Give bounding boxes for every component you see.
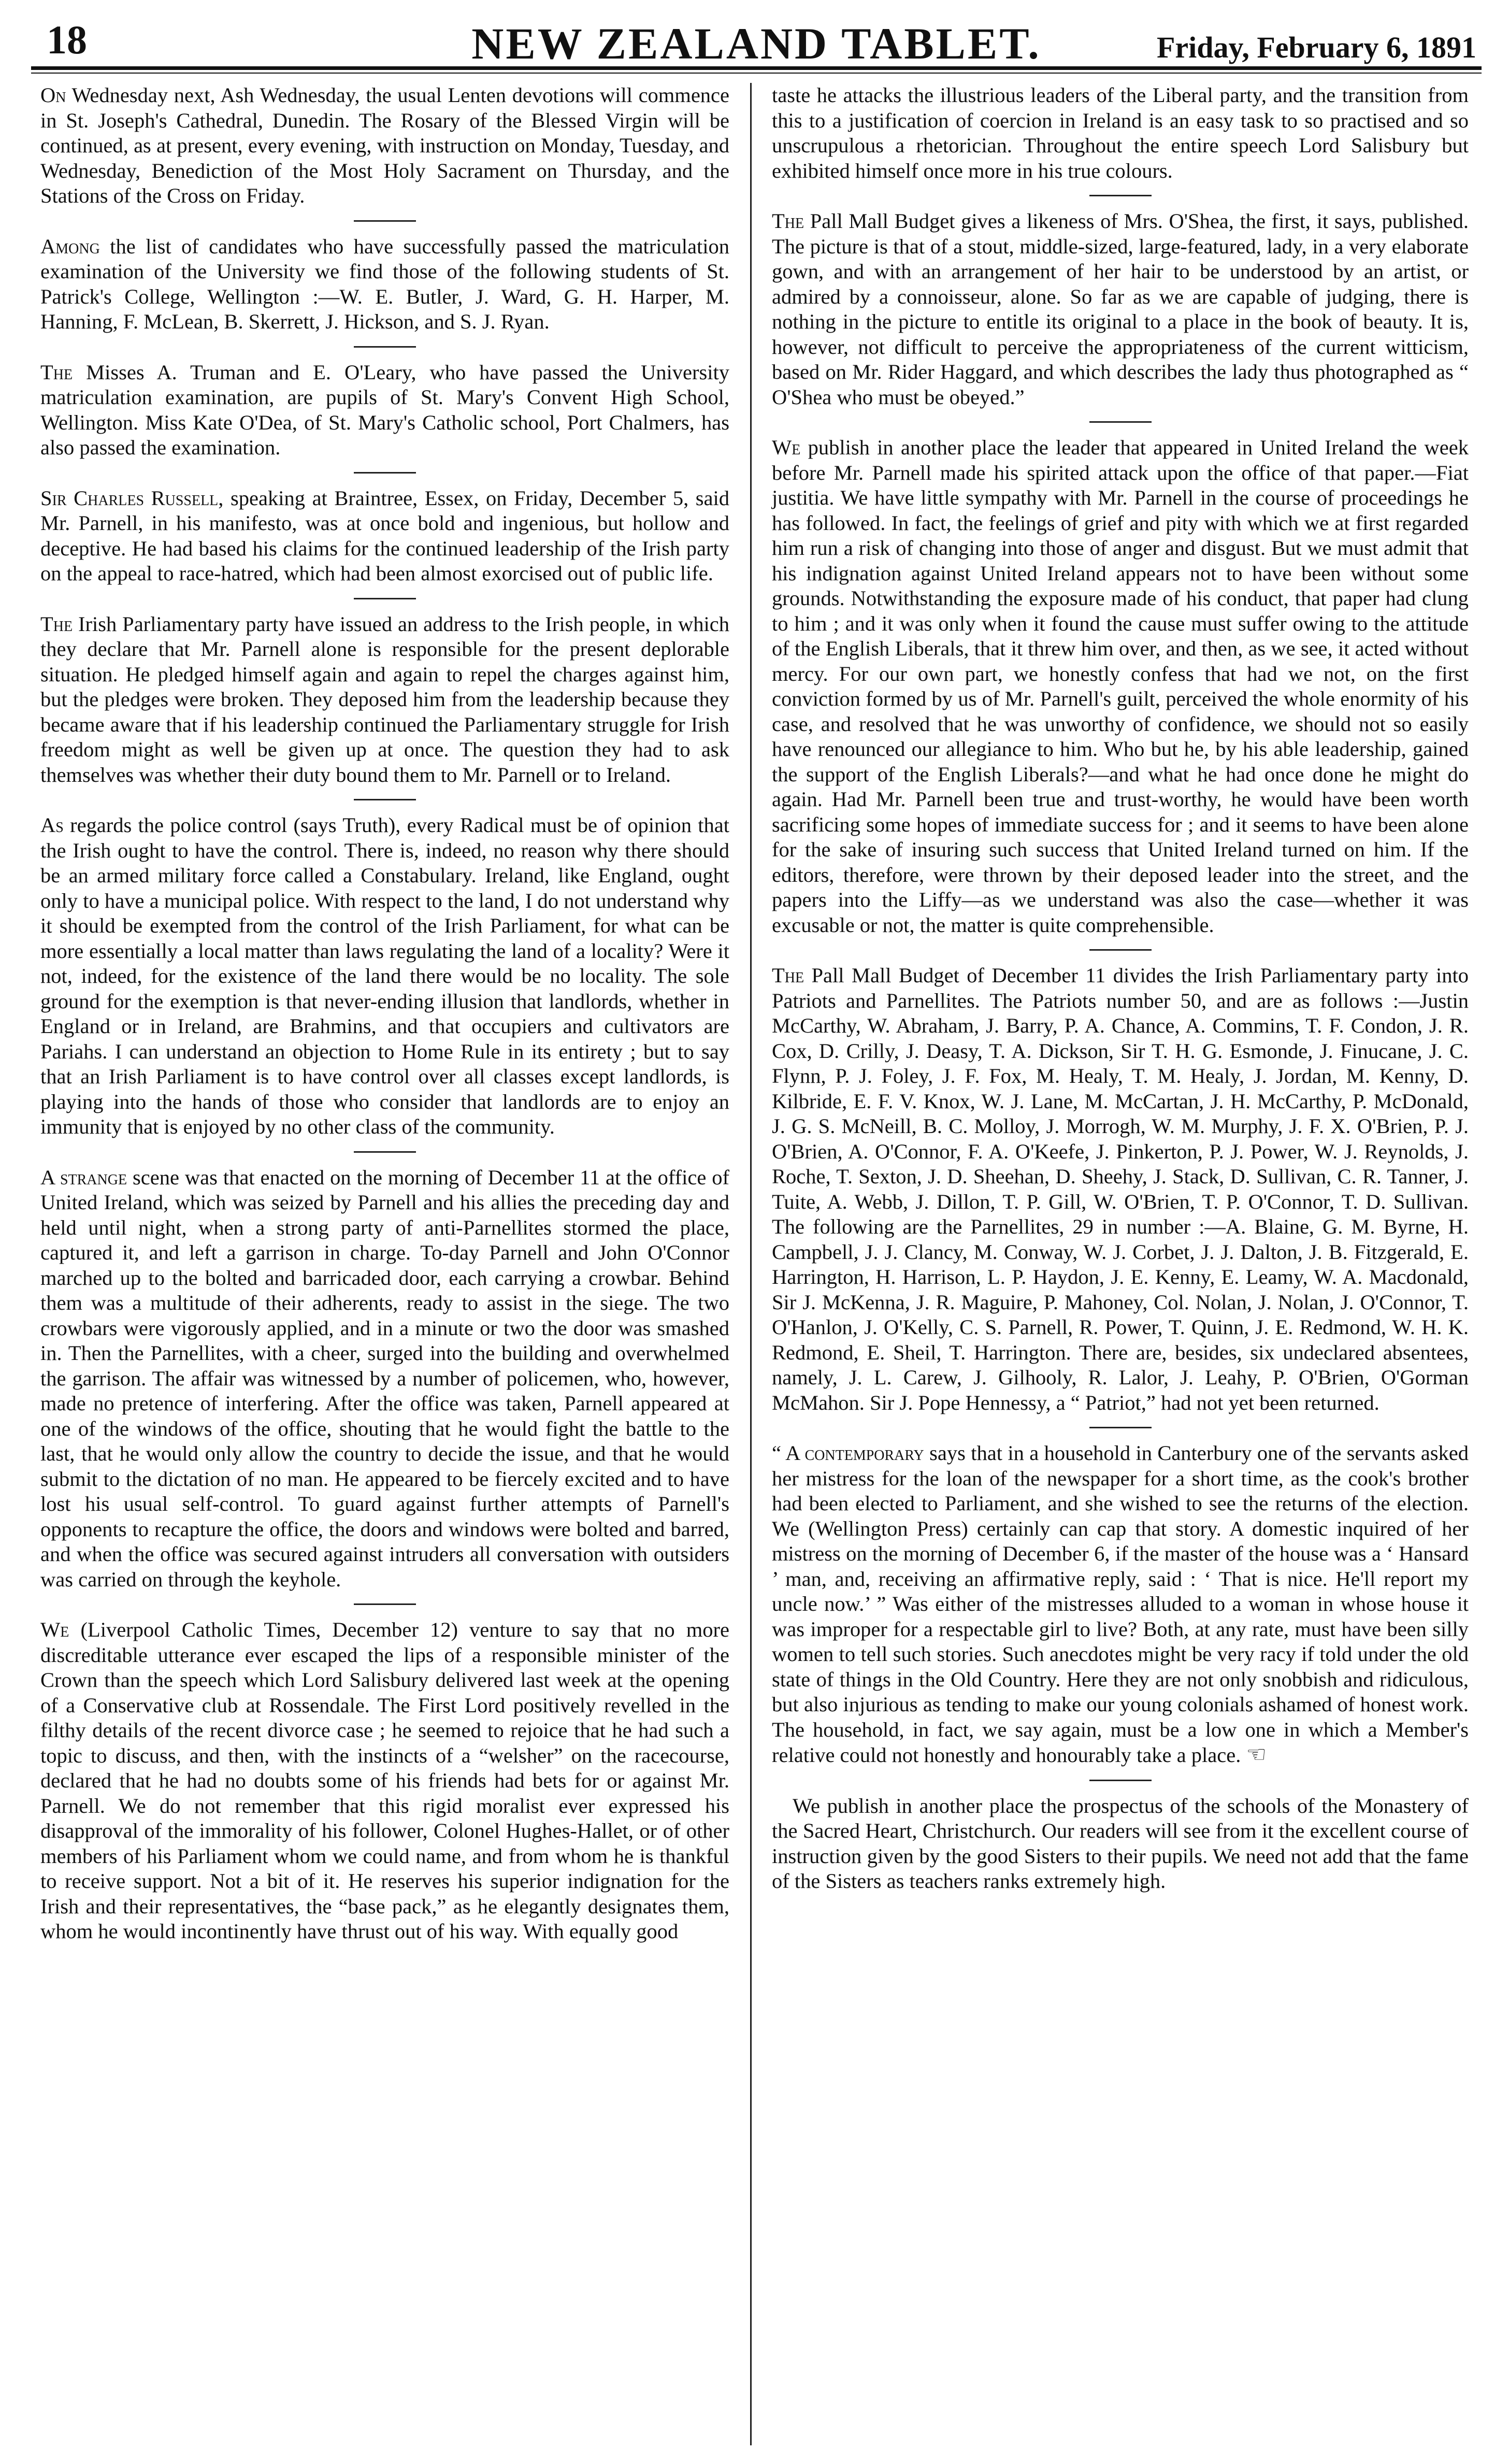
separator bbox=[354, 472, 416, 474]
paragraph bbox=[40, 234, 729, 335]
separator bbox=[1089, 421, 1152, 423]
paragraph-lead: The bbox=[772, 209, 804, 233]
masthead-title: NEW ZEALAND TABLET. bbox=[471, 19, 1041, 68]
paragraph bbox=[40, 360, 729, 461]
paragraph-text: scene was that enacted on the morning of December 11 at the office of United Ireland, which was seized by Parnell and his allies the preceding day and held until night, when a strong party of anti-Parnellites stormed the place, captured it, and left a garrison in charge. To-day Parnell and John O'Connor marched up to the bolted and barricaded door, each carrying a crowbar. Behind them was a multitude of their adherents, ready to assist in the siege. The two crowbars were vigorously applied, and in a minute or two the door was smashed in. Then the Parnellites, with a cheer, surged into the building and overwhelmed the garrison. The affair was witnessed by a number of policemen, who, however, made no pretence of interfering. After the office was taken, Parnell appeared at one of the windows of the office, shouting that he would fight the battle to the last, that he would only allow the country to decide the issue, and that he would submit to the dictation of no man. He appeared to be fiercely excited and to have lost his usual self-control. To guard against further attempts of Parnell's opponents to recapture the office, the doors and windows were bolted and barred, and when the office was secured against intruders all conversation with outsiders was carried on through the keyhole. bbox=[40, 1165, 729, 1591]
paragraph-lead: The bbox=[772, 964, 804, 987]
right-column bbox=[772, 83, 1469, 1894]
separator bbox=[354, 598, 416, 599]
separator bbox=[354, 1151, 416, 1153]
column-divider bbox=[750, 83, 752, 2445]
paragraph-lead: We bbox=[40, 1618, 69, 1641]
paragraph-text: the list of candidates who have successfully passed the matriculation examination of the University we find those of the following students of St. Patrick's College, Wellington :—W. E. Butler, J. Ward, G. H. Harper, M. Hanning, F. McLean, B. Skerrett, J. Hickson, and S. J. Ryan. bbox=[40, 234, 730, 333]
separator bbox=[354, 799, 416, 800]
paragraph-lead: On bbox=[40, 83, 66, 107]
paragraph-lead: Among bbox=[40, 234, 100, 258]
header-rule bbox=[31, 66, 1482, 70]
paragraph-lead: A strange bbox=[40, 1165, 127, 1189]
paragraph-lead: “ A contemporary bbox=[772, 1441, 924, 1465]
paragraph-text: We publish in another place the prospectus of the schools of the Monastery of the Sacred Heart, Christchurch. Our readers will see from it the excellent course of instruction given by the good Sisters to their pupils. We need not add that the fame of the Sisters as teachers ranks extremely high. bbox=[772, 1794, 1469, 1893]
paragraph bbox=[40, 1617, 729, 1944]
paragraph-lead: We bbox=[772, 436, 801, 459]
paragraph-text: Irish Parliamentary party have issued an address to the Irish people, in which they declare that Mr. Parnell alone is responsible for the present deplorable situation. He pledged himself again and again to repel the charges against him, but the pledges were broken. They deposed him from the leadership because they became aware that if his leadership continued the Parliamentary struggle for Irish freedom might as well be given up at once. The question they had to ask themselves was whether their duty bound them to Mr. Parnell or to Ireland. bbox=[40, 612, 729, 786]
paragraph bbox=[772, 83, 1469, 183]
paragraph-lead: The bbox=[40, 612, 73, 636]
paragraph-lead: The bbox=[40, 360, 73, 384]
separator bbox=[354, 346, 416, 348]
paragraph-text: Wednesday next, Ash Wednesday, the usual Lenten devotions will commence in St. Joseph's Cathedral, Dunedin. The Rosary of the Blessed Virgin will be continued, as at present, every evening, with instruction on Monday, Tuesday, and Wednesday, Benediction of the Most Holy Sacrament on Thursday, and the Stations of the Cross on Friday. bbox=[40, 83, 729, 207]
separator bbox=[354, 1603, 416, 1605]
paragraph-text: says that in a household in Canterbury one of the servants asked her mistress for the loan of the newspaper for a short time, as the cook's brother had been elected to Parliament, and she wished to see the returns of the election. We (Wellington Press) certainly can cap that story. A domestic inquired of her mistress on the morning of December 6, if the master of the house was a ‘ Hansard ’ man, and, receiving an affirmative reply, said : ‘ That is nice. He'll report my uncle now.’ ” Was either of the mistresses alluded to a woman in whose house it was improper for a respectable girl to live? Both, at any rate, must have been silly women to tell such stories. Such anecdotes might be very racy if told under the old state of things in the Old Country. Here they are not only snobbish and ridiculous, but also injurious as tending to make our young colonials ashamed of honest work. The household, in fact, we say again, must be a low one in which a Member's relative could not honestly and honourably take a place. bbox=[772, 1441, 1469, 1767]
paragraph-text: Misses A. Truman and E. O'Leary, who have passed the University matriculation examination, are pupils of St. Mary's Convent High School, Wellington. Miss Kate O'Dea, of St. Mary's Catholic school, Port Chalmers, has also passed the examination. bbox=[40, 360, 729, 459]
paragraph bbox=[772, 1441, 1469, 1768]
paragraph bbox=[772, 435, 1469, 938]
page-number: 18 bbox=[47, 17, 87, 62]
paragraph bbox=[40, 813, 729, 1140]
pointing-hand-icon: ☜ bbox=[1246, 1742, 1267, 1767]
separator bbox=[1089, 1780, 1152, 1781]
issue-date: Friday, February 6, 1891 bbox=[1156, 31, 1476, 64]
paragraph-text: regards the police control (says Truth), every Radical must be of opinion that the Irish ought to have the control. There is, indeed, no reason why there should be an armed military force called a Constabulary. Ireland, like England, ought only to have a municipal police. With respect to the land, I do not understand why it should be exempted from the control of the Irish Parliament, for what can be more essentially a local matter than laws regulating the land of a locality? Were it not, indeed, for the existence of the land there would be no locality. The sole ground for the exemption is that never-ending illusion that landlords, whether in England or in Ireland, are Brahmins, and that occupiers and cultivators are Pariahs. I can understand an objection to Home Rule in its entirety ; but to say that an Irish Parliament is to have control over all classes except landlords, is playing into the hands of those who consider that landlords are to enjoy an immunity that is enjoyed by no other class of the community. bbox=[40, 813, 730, 1138]
paragraph bbox=[40, 1165, 729, 1593]
paragraph-text: publish in another place the leader that appeared in United Ireland the week before Mr. Parnell made his spirited attack upon the office of that paper.—Fiat justitia. We have little sympathy with Mr. Parnell in the course of proceedings he has followed. In fact, the feelings of grief and pity with which we at first regarded him run a risk of changing into those of anger and disgust. But we must admit that his indignation against United Ireland appears not to have been without some grounds. Notwithstanding the exposure made of his conduct, that paper had clung to him ; and it was only when it found the cause must suffer owing to the attitude of the English Liberals, that it threw him over, and then, as we see, it acted without mercy. For our own part, we honestly confess that had we not, on the first conviction formed by us of Mr. Parnell's guilt, perceived the whole enormity of his case, and resolved that he was unworthy of confidence, we should not so easily have renounced our allegiance to him. Who but he, by his able leadership, gained the support of the English Liberals?—and what he had once done he might do again. Had Mr. Parnell been true and trust-worthy, he would have been worth sacrificing some hopes of immediate success for ; and it seems to have been alone for the sake of insuring such success that United Ireland turned on him. If the editors, therefore, were thrown by their deposed leader into the street, and the papers into the Liffy—as we understand was also the case—whether it was excusable or not, the matter is quite comprehensible. bbox=[772, 436, 1469, 937]
paragraph-text: speaking at Braintree, Essex, on Friday, December 5, said Mr. Parnell, in his manifesto, was at once bold and ingenious, but hollow and deceptive. He had based his claims for the continued leadership of the Irish party on the appeal to race-hatred, which had been almost exorcised out of public life. bbox=[40, 486, 730, 585]
separator bbox=[1089, 949, 1152, 951]
header-rule-thin bbox=[31, 73, 1482, 74]
paragraph-text: Pall Mall Budget of December 11 divides the Irish Parliamentary party into Patriots and Parnellites. The Patriots number 50, and are as follows :—Justin McCarthy, W. Abraham, J. Barry, P. A. Chance, A. Commins, T. F. Condon, J. R. Cox, D. Crilly, J. Deasy, T. A. Dickson, Sir T. H. G. Esmonde, J. Finucane, J. C. Flynn, P. J. Foley, J. F. Fox, M. Healy, T. M. Healy, J. Jordan, M. Kenny, D. Kilbride, E. F. V. Knox, W. J. Lane, M. McCartan, J. H. McCarthy, P. McDonald, J. G. S. McNeill, B. C. Molloy, J. Morrogh, W. M. Murphy, J. F. X. O'Brien, P. J. O'Brien, A. O'Connor, F. A. O'Keefe, J. Pinkerton, P. J. Power, W. J. Reynolds, J. Roche, T. Sexton, J. D. Sheehan, D. Sheehy, J. Stack, D. Sullivan, C. R. Tanner, J. Tuite, A. Webb, J. Dillon, T. P. Gill, W. O'Brien, T. P. O'Connor, T. D. Sullivan. The following are the Parnellites, 29 in number :—A. Blaine, G. M. Byrne, H. Campbell, J. J. Clancy, M. Conway, W. J. Corbet, J. J. Dalton, J. B. Fitzgerald, E. Harrington, H. Harrison, L. P. Haydon, J. E. Kenny, E. Leamy, W. A. Macdonald, Sir J. McKenna, J. R. Maguire, P. Mahoney, Col. Nolan, J. Nolan, J. O'Connor, T. O'Hanlon, J. O'Kelly, C. S. Parnell, R. Power, T. Quinn, J. E. Redmond, W. H. K. Redmond, E. Sheil, T. Harrington. There are, besides, six undeclared absentees, namely, J. L. Carew, J. Gilhooly, R. Lalor, J. Leahy, P. O'Brien, O'Gorman McMahon. Sir J. Pope Hennessy, a “ Patriot,” had not yet been returned. bbox=[772, 964, 1469, 1414]
separator bbox=[1089, 1427, 1152, 1428]
paragraph bbox=[772, 1794, 1469, 1894]
paragraph bbox=[772, 209, 1469, 410]
page-header bbox=[31, 9, 1482, 66]
paragraph bbox=[772, 963, 1469, 1415]
paragraph-lead: Sir Charles Russell, bbox=[40, 486, 224, 510]
paragraph bbox=[40, 486, 729, 586]
paragraph bbox=[40, 83, 729, 209]
separator bbox=[354, 220, 416, 222]
paragraph-text: (Liverpool Catholic Times, December 12) venture to say that no more discreditable utterance ever escaped the lips of a responsible minister of the Crown than the speech which Lord Salisbury delivered last week at the opening of a Conservative club at Rossendale. The First Lord positively revelled in the filthy details of the recent divorce case ; he seemed to rejoice that he had such a topic to discuss, and then, with the instincts of a “welsher” on the racecourse, declared that he had no doubts some of his friends had bets for or against Mr. Parnell. We do not remember that this rigid moralist ever expressed his disapproval of the immorality of his follower, Colonel Hughes-Hallet, or of other members of his Parliament whom we could name, and from whom he is thankful to receive support. Not a bit of it. He reserves his superior indignation for the Irish and their representatives, the “base pack,” as he elegantly designates them, whom he would incontinently have thrust out of his way. With equally good bbox=[40, 1618, 729, 1943]
separator bbox=[1089, 195, 1152, 196]
paragraph-lead: As bbox=[40, 813, 64, 837]
paragraph bbox=[40, 612, 729, 788]
paragraph-text: Pall Mall Budget gives a likeness of Mrs. O'Shea, the first, it says, published. The picture is that of a stout, middle-sized, large-featured, lady, in a very elaborate gown, and with an arrangement of her hair to be understood by an artist, or admired by a connoisseur, alone. So far as we are capable of judging, there is nothing in the picture to entitle its original to a place in the book of beauty. It is, however, not difficult to perceive the appropriateness of the current witticism, based on Mr. Rider Haggard, and which describes the lady thus photographed as “ O'Shea who must be obeyed.” bbox=[772, 209, 1469, 409]
left-column bbox=[40, 83, 729, 1944]
paragraph-text: taste he attacks the illustrious leaders of the Liberal party, and the transition from this to a justification of coercion in Ireland is an easy task to so practised and so unscrupulous a rhetorician. Throughout the entire speech Lord Salisbury but exhibited himself once more in his true colours. bbox=[772, 83, 1469, 182]
